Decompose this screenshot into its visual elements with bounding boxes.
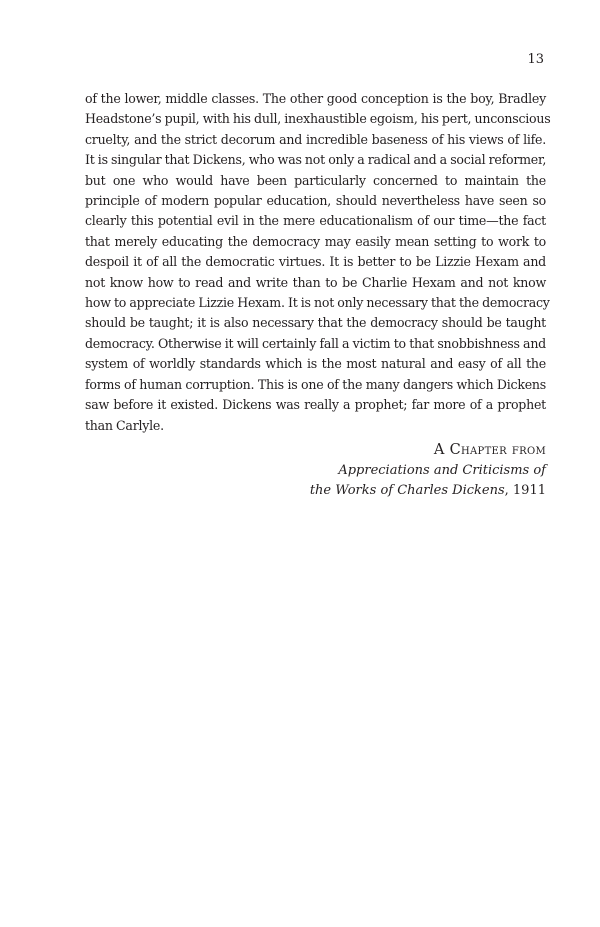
body-line: should be taught; it is also necessary that the democracy should be taught — [85, 315, 546, 331]
body-line: not know how to read and write than to be Charlie Hexam and not know — [85, 274, 546, 290]
body-line: how to appreciate Lizzie Hexam. It is not only necessary that the democracy — [85, 295, 550, 311]
body-line: forms of human corruption. This is one of the many dangers which Dickens — [85, 376, 546, 392]
work-title-line-2-text: the Works of Charles Dickens — [309, 483, 505, 498]
body-line: despoil it of all the democratic virtues. It is better to be Lizzie Hexam and — [85, 254, 546, 270]
publication-year: , 1911 — [504, 483, 546, 498]
attribution-heading-rest: Chapter from — [449, 442, 546, 458]
body-line: than Carlyle. — [85, 417, 164, 433]
body-line: of the lower, middle classes. The other good conception is the boy, Bradley — [85, 91, 546, 106]
body-line: Headstone’s pupil, with his dull, inexhaustible egoism, his pert, unconscious — [85, 111, 551, 127]
work-title-line-2 — [310, 481, 546, 502]
page-number: 13 — [527, 52, 544, 67]
body-line: democracy. Otherwise it will certainly fall a victim to that snobbishness and — [85, 335, 546, 351]
body-line: principle of modern popular education, should nevertheless have seen so — [85, 193, 546, 209]
body-line: It is singular that Dickens, who was not only a radical and a social reformer, — [85, 152, 547, 168]
source-attribution — [310, 440, 546, 502]
body-line: saw before it existed. Dickens was really a prophet; far more of a prophet — [85, 397, 546, 413]
body-paragraph — [85, 89, 551, 436]
body-line: clearly this potential evil in the mere educationalism of our time—the fact — [85, 213, 546, 229]
body-line: cruelty, and the strict decorum and incredible baseness of his views of life. — [85, 131, 546, 147]
body-line: system of worldly standards which is the most natural and easy of all the — [85, 356, 546, 372]
attribution-heading-initial: A — [433, 442, 445, 458]
work-title-line-1: Appreciations and Criticisms of — [338, 462, 546, 478]
attribution-heading — [310, 440, 546, 461]
body-line: that merely educating the democracy may easily mean setting to work to — [85, 233, 546, 249]
body-line: but one who would have been particularly concerned to maintain the — [85, 172, 546, 188]
